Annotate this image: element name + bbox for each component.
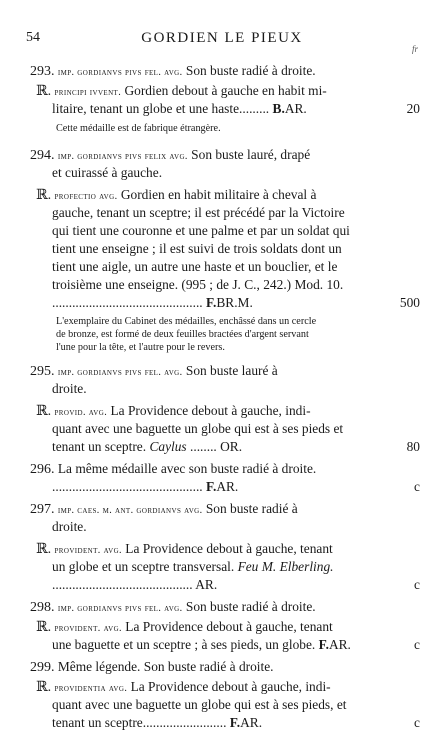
entry-299-reverse-line-1: ℝ. providentia avg. La Providence debout à gauche, indi- <box>36 679 331 695</box>
running-title: GORDIEN LE PIEUX <box>141 30 303 46</box>
page-number: 54 <box>26 30 40 45</box>
entry-293-price: 20 <box>406 101 420 116</box>
entry-297-reverse-line-3: .......................................... AR. <box>52 577 218 592</box>
entry-296-price: c <box>414 479 420 494</box>
entry-294-price: 500 <box>399 295 420 310</box>
entry-295-obverse-line-1: 295. imp. gordianvs pivs fel. avg. Son buste lauré à <box>30 363 278 379</box>
entry-297-reverse-line-2: un globe et un sceptre transversal. Feu M. Elberling. <box>52 559 334 574</box>
entry-295-reverse-line-3: tenant un sceptre. Caylus ........ OR. <box>52 439 243 454</box>
entry-299-reverse-line-2: quant avec une baguette un globe qui est à ses pieds, et <box>52 697 347 712</box>
corner-mark: fr <box>412 44 419 54</box>
entry-294-note-line-3: l'une pour la tête, et l'autre pour le revers. <box>56 342 225 353</box>
entry-293-reverse-line-1: ℝ. principi ivvent. Gordien debout à gauche en habit mi- <box>36 83 327 99</box>
entry-293-reverse-line-2: litaire, tenant un globe et une haste......... B.AR. <box>52 101 307 116</box>
entry-294-obverse-line-2: et cuirassé à gauche. <box>52 165 163 180</box>
entry-295-obverse-line-2: droite. <box>52 381 87 396</box>
entry-298-price: c <box>414 637 420 652</box>
entry-298-obverse: 298. imp. gordianvs pivs fel. avg. Son buste radié à droite. <box>30 599 316 615</box>
entry-296-line-1: 296. La même médaille avec son buste radié à droite. <box>30 461 317 477</box>
entry-297-obverse-line-1: 297. imp. caes. m. ant. gordianvs avg. Son buste radié à <box>30 501 298 517</box>
entry-295-price: 80 <box>406 439 420 454</box>
entry-294-reverse-line-1: ℝ. profectio avg. Gordien en habit militaire à cheval à <box>36 187 317 203</box>
entry-294-reverse-line-3: qui tient une couronne et une palme et par un soldat qui <box>52 223 350 238</box>
entry-294-note-line-2: de bronze, est formé de deux feuilles bractées d'argent servant <box>56 329 309 340</box>
entry-299-obverse: 299. Même légende. Son buste radié à droite. <box>30 659 274 675</box>
entry-297-reverse-line-1: ℝ. provident. avg. La Providence debout à gauche, tenant <box>36 541 333 557</box>
entry-294-reverse-line-6: troisième une enseigne. (995 ; de J. C., 242.) Mod. 10. <box>52 277 344 292</box>
entry-298-reverse-line-2: une baguette et un sceptre ; à ses pieds, un globe. F.AR. <box>52 637 351 652</box>
entry-296-line-2: ............................................. F.AR. <box>52 479 239 494</box>
entry-293-note: Cette médaille est de fabrique étrangère. <box>56 123 221 134</box>
entry-293-obverse: 293. imp. gordianvs pivs fel. avg. Son buste radié à droite. <box>30 63 316 79</box>
entry-294-reverse-line-4: tient une enseigne ; il est suivi de trois soldats dont un <box>52 241 342 256</box>
entry-294-reverse-line-5: tient une aigle, un autre une haste et un bouclier, et le <box>52 259 338 274</box>
entry-295-reverse-line-1: ℝ. provid. avg. La Providence debout à gauche, indi- <box>36 403 311 419</box>
entry-294-note-line-1: L'exemplaire du Cabinet des médailles, enchâssé dans un cercle <box>56 316 317 327</box>
entry-297-price: c <box>414 577 420 592</box>
entry-294-reverse-line-7: ............................................. F.BR.M. <box>52 295 253 310</box>
entry-298-reverse-line-1: ℝ. provident. avg. La Providence debout à gauche, tenant <box>36 619 333 635</box>
entry-299-reverse-line-3: tenant un sceptre......................... F.AR. <box>52 715 263 730</box>
entry-294-reverse-line-2: gauche, tenant un sceptre; il est précédé par la Victoire <box>52 205 345 220</box>
entry-297-obverse-line-2: droite. <box>52 519 87 534</box>
entry-294-obverse-line-1: 294. imp. gordianvs pivs felix avg. Son buste lauré, drapé <box>30 147 311 163</box>
entry-299-price: c <box>414 715 420 730</box>
page-header <box>26 30 418 50</box>
entry-295-reverse-line-2: quant avec une baguette un globe qui est à ses pieds et <box>52 421 344 436</box>
